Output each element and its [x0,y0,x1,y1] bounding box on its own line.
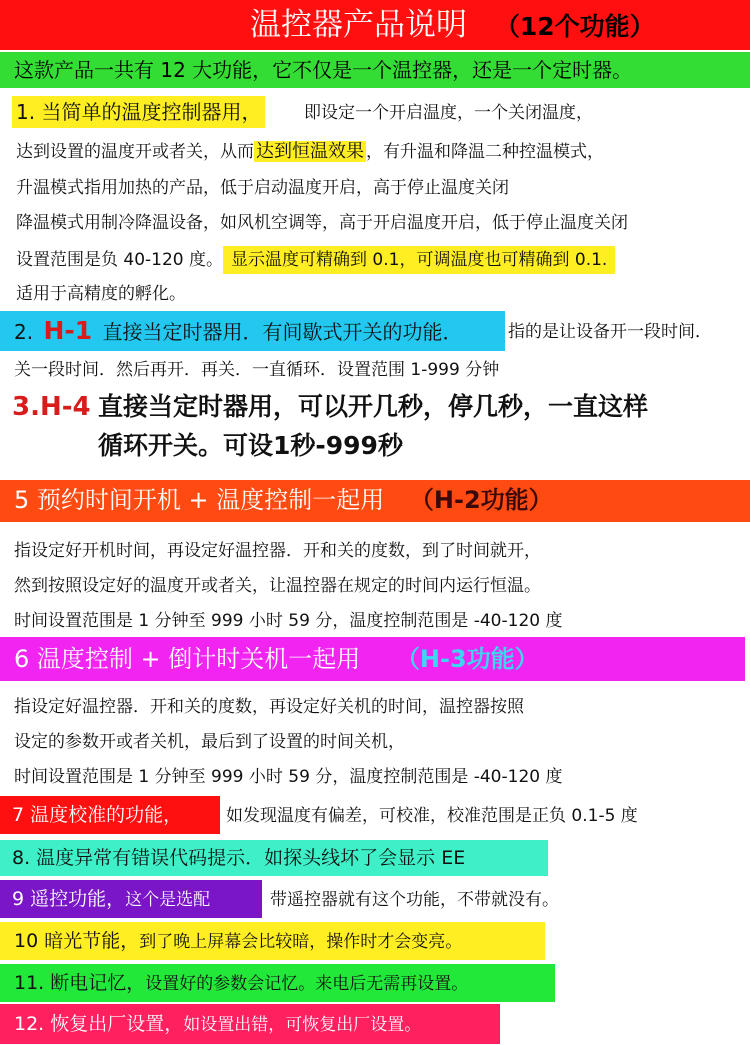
feature-1-line4: 降温模式用制冷降温设备，如风机空调等，高于开启温度开启，低于停止温度关闭 [16,213,628,233]
feature-7-label: 7 温度校准的功能， [0,796,220,834]
feature-1-line5 [16,246,615,274]
feature-1-line2 [16,142,604,162]
feature-3-line2: 循环开关。可设1秒-999秒 [98,431,403,460]
feature-8-label: 8. 温度异常有错误代码提示．如探头线坏了会显示 EE [0,840,548,876]
feature-11-text: 设置好的参数会记忆。来电后无需再设置。 [145,974,469,994]
feature-1-precision-highlight: 显示温度可精确到 0.1，可调温度也可精确到 0.1. [223,246,615,274]
feature-3-code: 3.H-4 [12,392,91,422]
feature-6-title [14,643,539,675]
feature-6-line1: 指设定好温控器．开和关的度数，再设定好关机的时间，温控器按照 [14,697,524,717]
feature-5-title-text: 5 预约时间开机 + 温度控制一起用 [14,486,385,514]
page-title-suffix: （12个功能） [494,12,655,41]
feature-10-title: 10 暗光节能， [14,930,140,952]
feature-3-line1: 直接当定时器用，可以开几秒，停几秒，一直这样 [98,392,649,421]
feature-1-line1: 即设定一个开启温度，一个关闭温度， [304,103,593,123]
feature-11-title: 11. 断电记忆， [14,972,146,994]
feature-6-title-text: 6 温度控制 + 倒计时关机一起用 [14,645,361,673]
feature-12-label [0,1004,500,1044]
feature-1-highlight: 达到恒温效果 [256,141,364,162]
feature-2-line1b: 指的是让设备开一段时间． [508,322,712,342]
feature-10-label [0,922,545,960]
feature-5-line2: 然到按照设定好的温度开或者关，让温控器在规定的时间内运行恒温。 [14,576,541,596]
feature-12-title: 12. 恢复出厂设置， [14,1013,184,1035]
feature-5-line3: 时间设置范围是 1 分钟至 999 小时 59 分，温度控制范围是 -40-120 度 [14,611,563,631]
feature-5-code: （H-2功能） [409,486,553,514]
feature-1-line5a: 设置范围是负 40-120 度。 [16,250,224,270]
feature-9-text: 带遥控器就有这个功能，不带就没有。 [270,890,559,910]
feature-12-text: 如设置出错，可恢复出厂设置。 [183,1015,422,1035]
feature-2-num: 2. [14,320,34,344]
feature-5-line1: 指设定好开机时间，再设定好温控器．开和关的度数，到了时间就开， [14,541,541,561]
subtitle: 这款产品一共有 12 大功能，它不仅是一个温控器，还是一个定时器。 [14,58,633,82]
feature-2-title: 直接当定时器用．有间歇式开关的功能． [102,320,463,344]
feature-6-line3: 时间设置范围是 1 分钟至 999 小时 59 分，温度控制范围是 -40-120 度 [14,767,563,787]
page-title [250,6,655,46]
feature-1-line2a: 达到设置的温度开或者关，从而 [16,142,254,162]
feature-2-code: H-1 [43,316,93,345]
feature-1-line6: 适用于高精度的孵化。 [16,284,186,304]
feature-6-line2: 设定的参数开或者关机，最后到了设置的时间关机， [14,732,405,752]
feature-1-line3: 升温模式指用加热的产品，低于启动温度开启，高于停止温度关闭 [16,178,509,198]
feature-1-line2b: ，有升温和降温二种控温模式， [366,142,604,162]
page-title-main: 温控器产品说明 [250,7,467,43]
feature-10-text: 到了晚上屏幕会比较暗，操作时才会变亮。 [139,932,463,952]
feature-1-label: 1. 当简单的温度控制器用， [12,96,265,128]
feature-2-line2: 关一段时间．然后再开．再关．一直循环．设置范围 1-999 分钟 [14,360,500,380]
feature-2-label [14,315,463,348]
feature-11-label [0,964,555,1002]
feature-9-title: 9 遥控功能， [12,888,126,910]
feature-5-title [14,484,553,516]
feature-7-text: 如发现温度有偏差，可校准，校准范围是正负 0.1-5 度 [226,806,638,826]
feature-9-label [0,880,262,918]
feature-6-code: （H-3功能） [395,645,539,673]
feature-9-optional: 这个是选配 [125,890,211,910]
